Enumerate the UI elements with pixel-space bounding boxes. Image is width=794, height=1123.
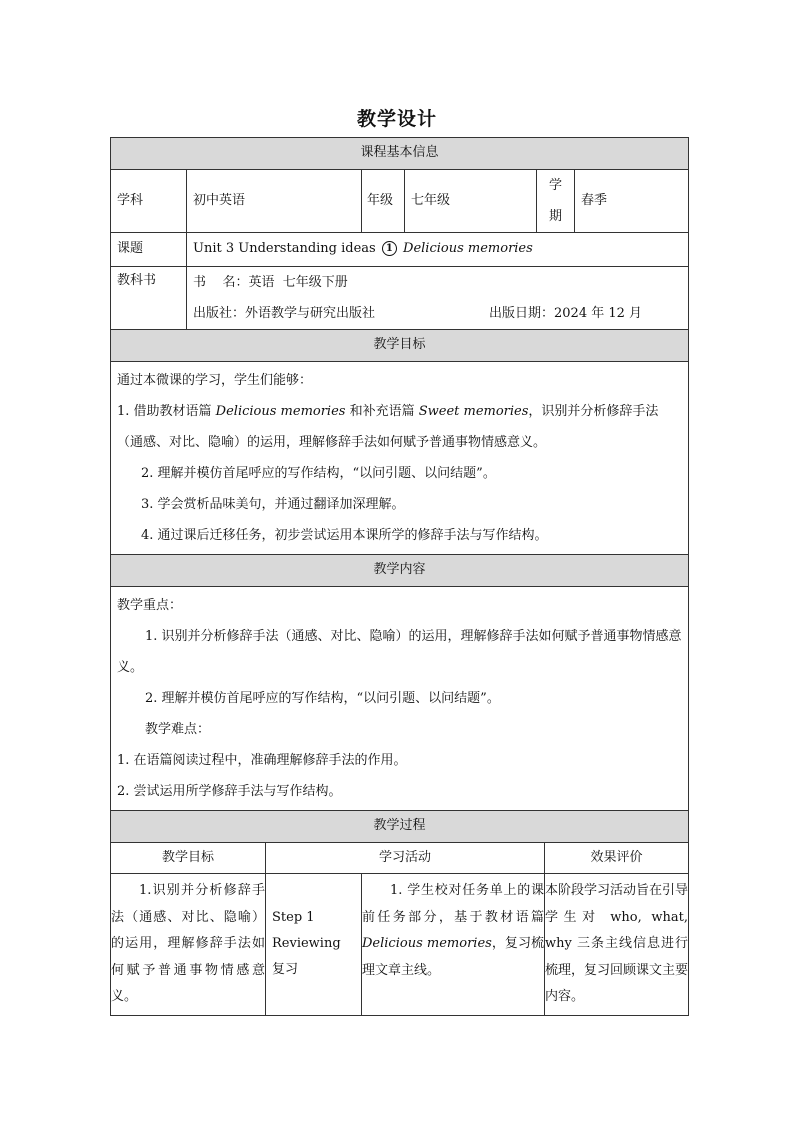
process-row-activity [362, 874, 545, 1016]
difficulty-2: 2. 尝试运用所学修辞手法与写作结构。 [117, 784, 342, 799]
term-label-1: 学 [548, 178, 562, 193]
topic-value [187, 233, 689, 267]
textbook-label: 教科书 [111, 267, 187, 330]
publisher: 出版社：外语教学与研究出版社 [193, 306, 376, 321]
col-header-goal: 教学目标 [111, 843, 266, 874]
col-header-activity: 学习活动 [266, 843, 545, 874]
goal-1-pre: 1. 借助教材语篇 [117, 404, 216, 419]
page-title: 教学设计 [356, 108, 437, 130]
goal-3: 3. 学会赏析品味美句，并通过翻译加深理解。 [141, 497, 405, 512]
goal-1-post: ，识别并分析修辞手法（通感、对比、隐喻）的运用，理解修辞手法如何赋予普通事物情感意义。 [117, 404, 659, 450]
subject-label: 学科 [111, 170, 187, 233]
key-point-1: 1. 识别并分析修辞手法（通感、对比、隐喻）的运用，理解修辞手法如何赋予普通事物情感意义。 [117, 629, 682, 675]
goals-intro: 通过本微课的学习，学生们能够： [117, 373, 313, 388]
section-header-content: 教学内容 [111, 555, 689, 587]
circled-number: 1 [382, 241, 397, 256]
lesson-plan [110, 137, 689, 843]
key-point-2: 2. 理解并模仿首尾呼应的写作结构，“以问引题、以问结题”。 [145, 691, 500, 706]
book-name: 书 名：英语 七年级下册 [193, 275, 348, 290]
textbook-info [187, 267, 689, 330]
activity-pre: 1. 学生校对任务单上的课前任务部分，基于教材语篇 [362, 883, 545, 925]
content-body [111, 587, 689, 811]
term-label [537, 170, 575, 233]
goal-4: 4. 通过课后迁移任务，初步尝试运用本课所学的修辞手法与写作结构。 [141, 528, 548, 543]
step-number: Step 1 [272, 910, 315, 926]
goal-1-text-2: Sweet memories [418, 404, 529, 419]
grade-label: 年级 [362, 170, 405, 233]
goal-2: 2. 理解并模仿首尾呼应的写作结构，“以问引题、以问结题”。 [141, 466, 496, 481]
step-stage-cn: 复习 [272, 962, 299, 978]
process-table [110, 842, 689, 1016]
process-row-eval: 本阶段学习活动旨在引导学生对 who, what, why 三条主线信息进行梳理，复习回顾课文主要内容。 [545, 874, 689, 1016]
topic-title: Delicious memories [403, 241, 533, 257]
col-header-eval: 效果评价 [545, 843, 689, 874]
process-row-goal: 1.识别并分析修辞手法（通感、对比、隐喻）的运用，理解修辞手法如何赋予普通事物情感意义。 [111, 874, 266, 1016]
step-stage: Reviewing [272, 936, 341, 952]
section-header-basic: 课程基本信息 [111, 138, 689, 170]
publisher-line [193, 298, 682, 329]
subject-value: 初中英语 [187, 170, 362, 233]
goals-body [111, 362, 689, 555]
publish-date: 出版日期：2024 年 12 月 [489, 306, 643, 321]
goal-1 [117, 396, 682, 458]
grade-value: 七年级 [405, 170, 537, 233]
topic-label: 课题 [111, 233, 187, 267]
section-header-process: 教学过程 [111, 811, 689, 843]
goal-1-mid: 和补充语篇 [345, 404, 419, 419]
activity-text-title: Delicious memories [362, 936, 492, 951]
activity-post: ，复习梳理文章主线。 [362, 936, 544, 978]
term-label-2: 期 [548, 209, 562, 224]
section-header-goals: 教学目标 [111, 330, 689, 362]
process-row-step [266, 874, 362, 1016]
difficulties-label: 教学难点： [145, 722, 211, 737]
goal-1-text-1: Delicious memories [215, 404, 346, 419]
difficulty-1: 1. 在语篇阅读过程中，准确理解修辞手法的作用。 [117, 753, 407, 768]
term-value: 春季 [575, 170, 689, 233]
topic-prefix: Unit 3 Understanding ideas [193, 241, 376, 257]
key-points-label: 教学重点： [117, 598, 183, 613]
